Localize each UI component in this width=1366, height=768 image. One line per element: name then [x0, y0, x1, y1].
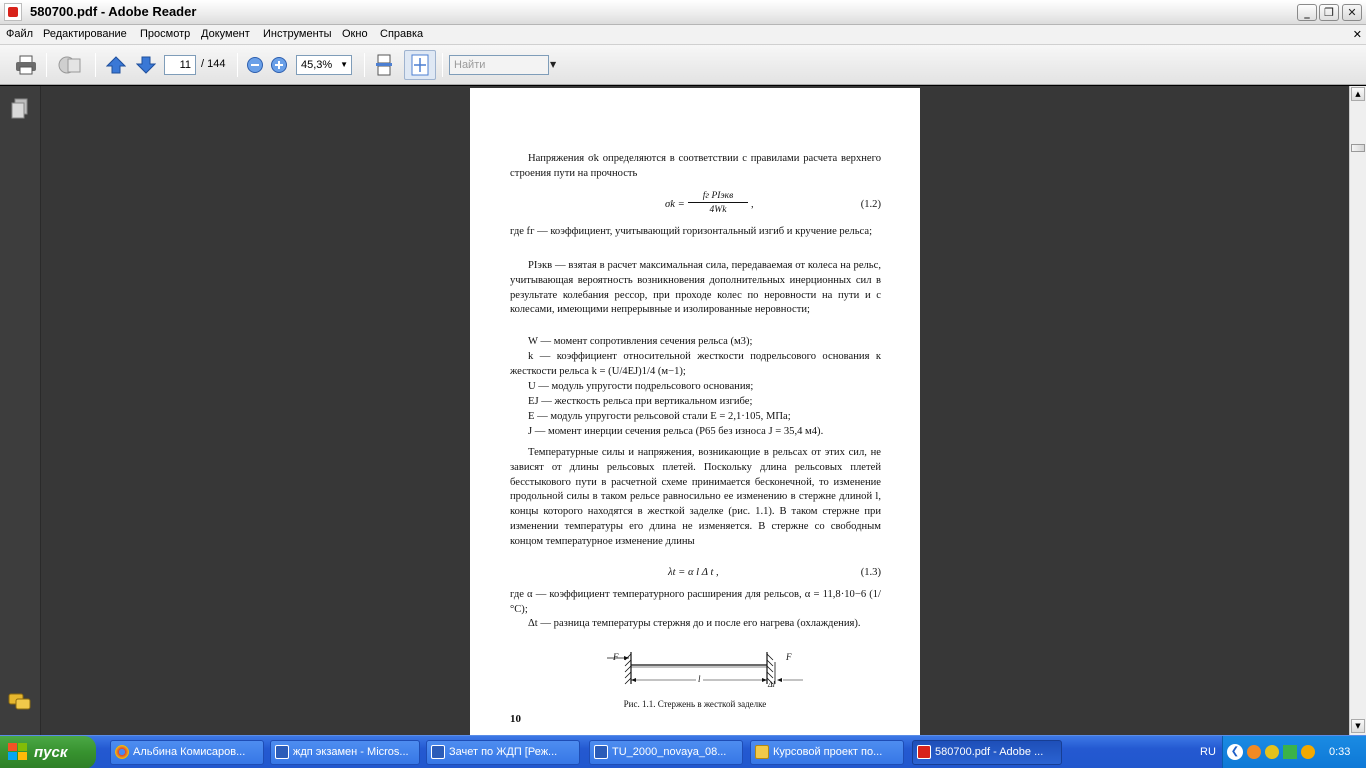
scroll-thumb[interactable]: [1351, 144, 1365, 152]
zoom-value: 45,3%: [301, 59, 333, 71]
menu-view[interactable]: Просмотр: [140, 28, 191, 40]
task-adobe-reader[interactable]: [912, 740, 1062, 765]
pdf-page: [470, 88, 920, 735]
eq1-denominator: 4Wk: [709, 205, 727, 215]
scrolling-mode-button[interactable]: [371, 53, 397, 77]
navigation-panel: [0, 86, 41, 735]
maximize-button[interactable]: ❐: [1319, 4, 1339, 21]
arrow-up-icon: [106, 55, 126, 75]
word-icon: [594, 745, 608, 759]
definition-dt: Δt — разница температуры стержня до и после его нагрева (охлаждения).: [528, 618, 861, 629]
adobe-reader-icon: [4, 3, 22, 21]
paragraph-stress: Напряжения σk определяются в соответствии с правилами расчета верхнего строения пути на прочность: [510, 153, 881, 179]
fit-page-button[interactable]: [404, 50, 436, 80]
task-word-1[interactable]: [270, 740, 420, 765]
fig-label-f-right: F: [786, 652, 792, 662]
pages-panel-button[interactable]: [10, 98, 30, 124]
comments-panel-button[interactable]: [8, 692, 32, 716]
page-number: 10: [510, 713, 521, 725]
previous-page-button[interactable]: [103, 53, 129, 77]
fig-label-l: l: [696, 672, 703, 687]
task-label: Альбина Комисаров...: [133, 746, 246, 758]
title-bar: [0, 0, 1366, 25]
vertical-scrollbar[interactable]: [1349, 86, 1366, 735]
paragraph-temperature: Температурные силы и напряжения, возникающие в рельсах от этих сил, не зависят от длины рельсовых плетей. Поскольку длина рельсовых плетей бесстыкового пути в расчетной схеме принимается бесконечной, то изменение продольной силы в таком рельсе равносильно ее изменению в стержне длиной l, концы которого находятся в жесткой заделке (рис. 1.1). В таком стержне при изменении температуры его длина не изменяется. В стержне со свободным концом температурное изменение длины: [510, 447, 881, 547]
fixed-bar-diagram: [605, 648, 805, 692]
menu-bar: [0, 25, 1366, 45]
tray-app-icon-4[interactable]: [1301, 745, 1315, 759]
task-label: TU_2000_novaya_08...: [612, 746, 727, 758]
page-number-input[interactable]: 11: [164, 55, 196, 75]
fig-label-f-left: F: [613, 652, 619, 662]
task-label: Зачет по ЖДП [Реж...: [449, 746, 558, 758]
fit-page-icon: [410, 54, 430, 76]
folder-icon: [755, 745, 769, 759]
equation-1-2: [510, 190, 881, 222]
figure-1-1: [605, 648, 805, 692]
menu-document[interactable]: Документ: [201, 28, 250, 40]
zoom-select[interactable]: [296, 55, 352, 75]
fig-label-dl: Δl: [768, 680, 775, 689]
definition-p: PIэкв — взятая в расчет максимальная сила, передаваемая от колеса на рельс, учитывающая вероятность возникновения дополнительных инерционных сил в результате колебания рессор, при проходе колес по неровности на пути и с колесами, имеющими непрерывные и изолированные неровности;: [510, 260, 881, 316]
find-dropdown-icon[interactable]: ▼: [550, 60, 557, 69]
chrome-icon: [115, 745, 129, 759]
definition-ej: EJ — жесткость рельса при вертикальном изгибе;: [528, 396, 753, 407]
next-page-button[interactable]: [133, 53, 159, 77]
definition-u: U — модуль упругости подрельсового основания;: [528, 381, 754, 392]
task-label: ждп экзамен - Micros...: [293, 746, 409, 758]
task-word-3[interactable]: [589, 740, 743, 765]
menu-file[interactable]: Файл: [6, 28, 34, 40]
eq1-comma: ,: [751, 199, 754, 210]
toolbar: [0, 45, 1366, 85]
tray-collapse-icon[interactable]: ❮: [1227, 744, 1243, 760]
eq1-number: (1.2): [860, 199, 881, 210]
figure-caption: Рис. 1.1. Стержень в жесткой заделке: [623, 699, 767, 709]
scroll-up-icon[interactable]: ▲: [1351, 87, 1365, 101]
task-folder[interactable]: [750, 740, 904, 765]
definition-alpha: где α — коэффициент температурного расширения для рельсов, α = 11,8·10−6 (1/°С);: [510, 589, 881, 615]
eq1-lhs: σk =: [665, 199, 685, 210]
chevron-down-icon: ▼: [340, 60, 348, 69]
pages-icon: [10, 98, 30, 120]
eq2-number: (1.3): [860, 567, 881, 578]
definition-k: k — коэффициент относительной жесткости подрельсового основания к жесткости рельса k = (U/4EJ)1/4 (м−1);: [510, 351, 881, 377]
zoom-out-icon: [246, 56, 264, 74]
language-indicator[interactable]: RU: [1200, 746, 1216, 758]
menu-window[interactable]: Окно: [342, 28, 368, 40]
zoom-in-button[interactable]: [266, 53, 292, 77]
minimize-button[interactable]: _: [1297, 4, 1317, 21]
arrow-down-icon: [136, 55, 156, 75]
collaborate-icon: [58, 55, 82, 75]
start-button[interactable]: [0, 736, 96, 768]
eq1-numerator: fг PIэкв: [688, 190, 748, 203]
zoom-in-icon: [270, 56, 288, 74]
tray-app-icon-3[interactable]: [1283, 745, 1297, 759]
system-tray: [1222, 736, 1366, 768]
taskbar: [0, 735, 1366, 768]
tray-app-icon-1[interactable]: [1247, 745, 1261, 759]
scroll-pages-icon: [375, 54, 393, 76]
window-title: 580700.pdf - Adobe Reader: [30, 4, 197, 19]
close-document-icon[interactable]: ✕: [1352, 28, 1362, 41]
task-label: 580700.pdf - Adobe ...: [935, 746, 1044, 758]
definition-fr: где fг — коэффициент, учитывающий горизонтальный изгиб и кручение рельса;: [510, 226, 873, 237]
menu-help[interactable]: Справка: [380, 28, 424, 40]
eq2-body: λt = α l Δ t ,: [668, 567, 719, 578]
word-icon: [431, 745, 445, 759]
start-label: пуск: [34, 744, 68, 761]
windows-logo-icon: [8, 743, 28, 761]
word-icon: [275, 745, 289, 759]
printer-icon: [15, 55, 37, 75]
menu-tools[interactable]: Инструменты: [263, 28, 332, 40]
definition-e: E — модуль упругости рельсовой стали E = 2,1·105, МПа;: [528, 411, 791, 422]
comment-bubbles-icon: [8, 692, 32, 712]
collaborate-button[interactable]: [57, 53, 83, 77]
page-total: / 144: [201, 58, 226, 70]
task-label: Курсовой проект по...: [773, 746, 883, 758]
pdf-icon: [917, 745, 931, 759]
clock[interactable]: 0:33: [1329, 746, 1351, 758]
task-word-2[interactable]: [426, 740, 580, 765]
definition-w: W — момент сопротивления сечения рельса (м3);: [528, 336, 753, 347]
definition-j: J — момент инерции сечения рельса (Р65 без износа J = 35,4 м4).: [528, 426, 824, 437]
scroll-down-icon[interactable]: ▼: [1351, 719, 1365, 733]
task-chrome[interactable]: [110, 740, 264, 765]
equation-1-3: [510, 566, 881, 582]
find-input[interactable]: Найти: [449, 55, 549, 75]
print-button[interactable]: [13, 53, 39, 77]
menu-edit[interactable]: Редактирование: [43, 28, 127, 40]
zoom-out-button[interactable]: [242, 53, 268, 77]
document-viewport[interactable]: [41, 86, 1349, 735]
close-button[interactable]: ✕: [1342, 4, 1362, 21]
tray-app-icon-2[interactable]: [1265, 745, 1279, 759]
